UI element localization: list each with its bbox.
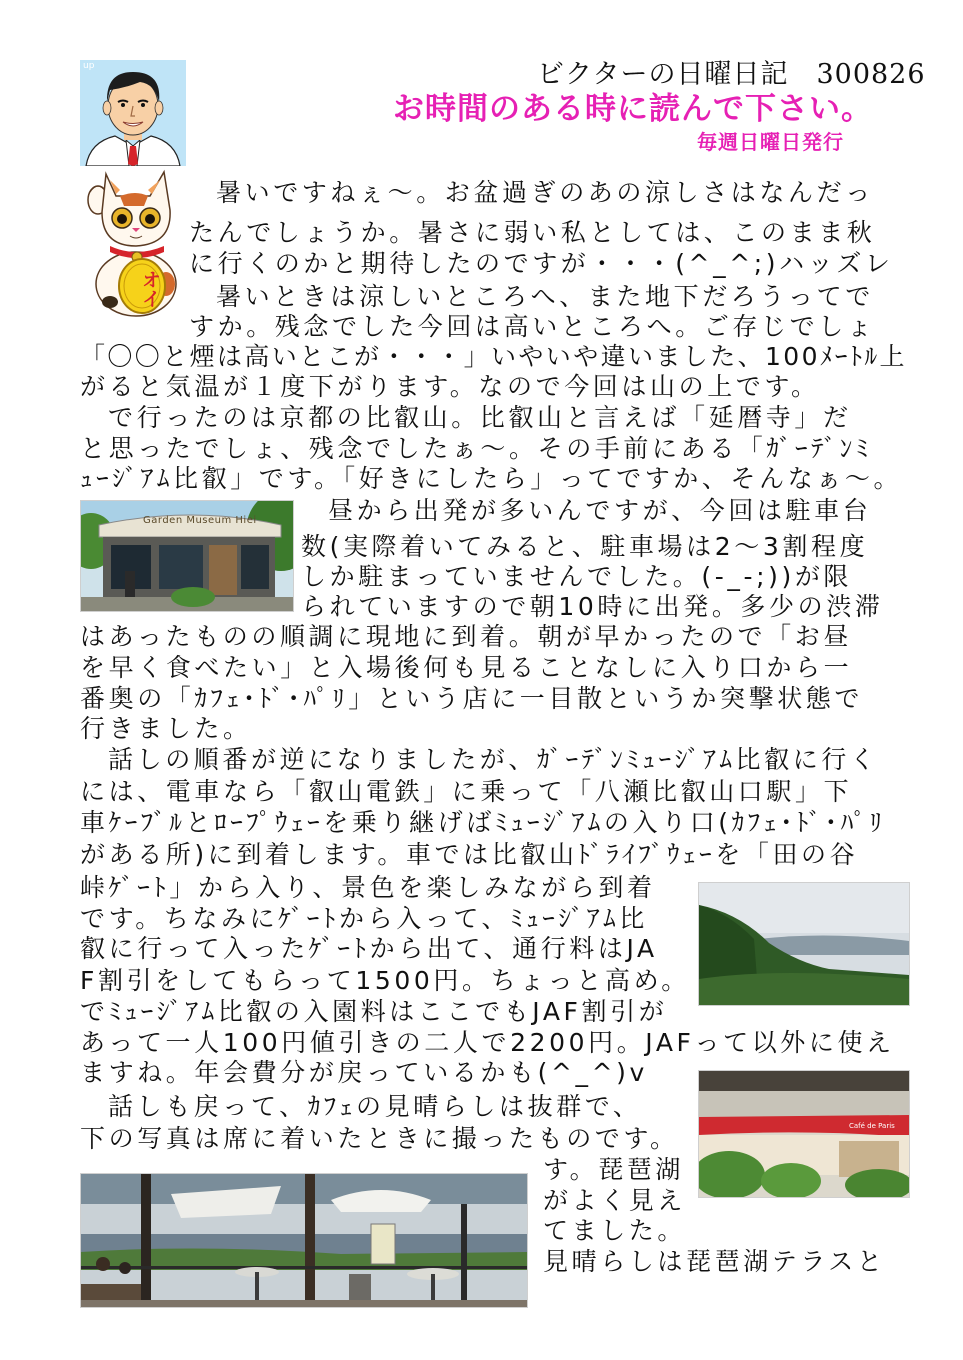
article-line: 行きました。 [80,714,252,743]
article-line: しか駐まっていませんでした。(-_-;))が限 [301,562,853,591]
article-line: には、電車なら「叡山電鉄」に乗って「八瀬比叡山口駅」下 [80,777,853,806]
publication-frequency: 毎週日曜日発行 [697,130,844,154]
article-line: すか。残念でした今回は高いところへ。ご存じでしょ [189,312,876,341]
article-line: 「〇〇と煙は高いとこが・・・」いやいや違いました、100ﾒｰﾄﾙ上 [80,342,907,371]
article-line: 暑いときは涼しいところへ、また地下だろうってで [216,282,874,311]
article-line: 車ｹｰﾌﾞﾙとﾛｰﾌﾟｳｪｰを乗り継げばﾐｭｰｼﾞｱﾑの入り口(ｶﾌｪ･ﾄﾞ･ﾊﾟﾘ [80,808,886,837]
article-line: です。ちなみにｹﾞｰﾄから入って、ﾐｭｰｼﾞｱﾑ比 [80,904,648,933]
cafe-sign: Café de Paris [849,1122,895,1130]
article-line: がると気温が１度下がります。なので今回は山の上です。 [80,372,820,401]
article-line: ｭｰｼﾞｱﾑ比叡」です。「好きにしたら」ってですか、そんなぁ〜。 [80,464,903,493]
article-line: に行くのかと期待したのですが・・・(^_^;)ハッズレ [189,249,894,278]
article-line: はあったものの順調に現地に到着。朝が早かったので「お昼 [80,622,852,651]
article-line: で行ったのは京都の比叡山。比叡山と言えば「延暦寺」だ [108,403,852,432]
article-line: 数(実際着いてみると、駐車場は2〜3割程度 [301,532,869,561]
article-line: 番奥の「ｶﾌｪ･ﾄﾞ･ﾊﾟﾘ」という店に一目散というか突撃状態で [80,684,864,713]
article-line: 見晴らしは琵琶湖テラスと [543,1247,886,1276]
newsletter-subtitle: お時間のある時に読んで下さい。 [393,91,873,127]
article-line: でﾐｭｰｼﾞｱﾑ比叡の入園料はここでもJAF割引が [80,997,668,1026]
article-line: 下の写真は席に着いたときに撮ったものです。 [80,1124,679,1153]
article-line: 昼から出発が多いんですが、今回は駐車台 [328,496,872,525]
article-line: と思ったでしょ、残念でしたぁ〜。その手前にある「ｶﾞｰﾃﾞﾝﾐ [80,434,872,463]
article-line: 話しも戻って、ｶﾌｪの見晴らしは抜群で、 [108,1092,642,1121]
article-line: 峠ｹﾞｰﾄ」から入り、景色を楽しみながら到着 [80,873,656,902]
article-line: られていますので朝10時に出発。多少の渋滞 [301,592,884,621]
article-line: ますね。年会費分が戻っているかも(^_^)v [80,1058,648,1087]
article-line: F割引をしてもらって1500円。ちょっと高め。 [80,966,690,995]
article-line: あって一人100円値引きの二人で2200円。JAFって以外に使え [80,1028,895,1057]
entrance-sign: Garden Museum Hiei [143,515,257,526]
article-line: 話しの順番が逆になりましたが、ｶﾞｰﾃﾞﾝﾐｭｰｼﾞｱﾑ比叡に行く [108,745,879,774]
article-line: 叡に行って入ったｹﾞｰﾄから出て、通行料はJA [80,934,658,963]
article-line: す。琵琶湖 [543,1155,685,1184]
article-line: を早く食べたい」と入場後何も見ることなしに入り口から一 [80,653,853,682]
newsletter-title: ビクターの日曜日記 300826 [537,59,926,90]
avatar-badge: up [83,61,95,71]
article-line: がある所)に到着します。車では比叡山ﾄﾞﾗｲﾌﾞｳｪｰを「田の谷 [80,840,859,869]
article-line: たんでしょうか。暑さに弱い私としては、このまま秋 [189,218,876,247]
article-line: がよく見え [543,1186,687,1215]
article-line: てました。 [543,1216,687,1245]
article-line: 暑いですねぇ〜。お盆過ぎのあの涼しさはなんだっ [216,178,874,207]
coin-text: オイ [139,270,161,308]
